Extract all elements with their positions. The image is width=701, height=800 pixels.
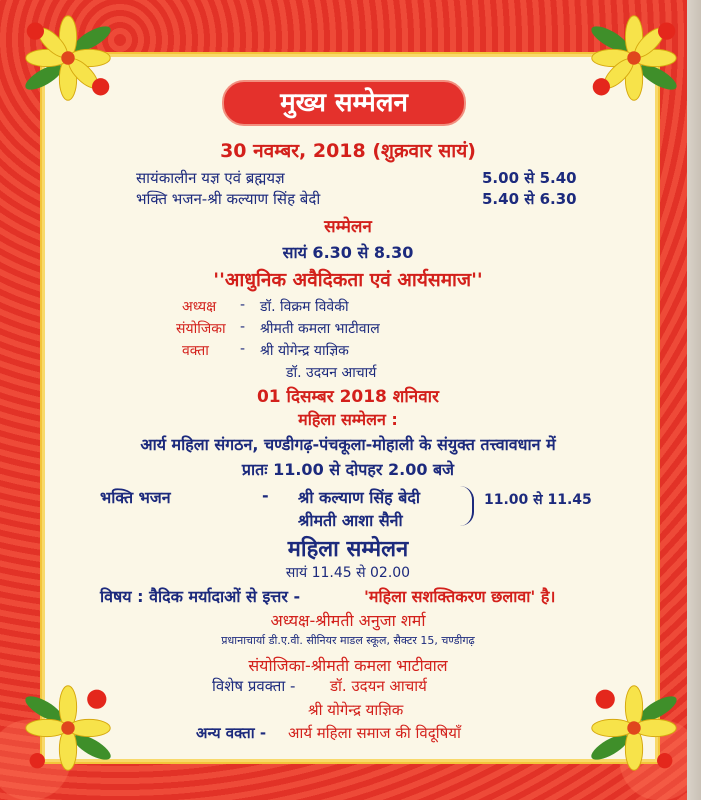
lily-flower-icon (20, 10, 116, 106)
special-speaker-label: विशेष प्रवक्ता - (212, 677, 296, 695)
role-dash: - (240, 297, 246, 313)
organizer-line: आर्य महिला संगठन, चण्डीगढ़-पंचकूला-मोहाली के संयुक्त तत्त्वावधान में (140, 435, 556, 454)
bhajan-label: भक्ति भजन (100, 488, 171, 507)
role-label: संयोजिका (176, 321, 226, 337)
role-name: श्रीमती कमला भाटीवाल (260, 321, 380, 337)
bhajan-singer: श्रीमती आशा सैनी (298, 511, 403, 530)
lily-flower-icon (20, 680, 116, 776)
day2-heading: महिला सम्मेलन : (298, 410, 398, 429)
page-title: मुख्य सम्मेलन (222, 80, 466, 126)
speaker-name: श्री योगेन्द्र याज्ञिक (308, 701, 404, 719)
session-heading: महिला सम्मेलन (287, 537, 409, 562)
schedule-time: 5.00 से 5.40 (482, 169, 577, 187)
extra-speaker: डॉ. उदयन आचार्य (286, 365, 377, 381)
bhajan-singer: श्री कल्याण सिंह बेदी (298, 488, 421, 507)
schedule-item: भक्ति भजन-श्री कल्याण सिंह बेदी (136, 190, 321, 208)
special-speaker-name: डॉ. उदयन आचार्य (330, 677, 427, 695)
schedule-time: 5.40 से 6.30 (482, 190, 577, 208)
subject-label: विषय : वैदिक मर्यादाओं से इत्तर - (100, 587, 301, 606)
role-name: डॉ. विक्रम विवेकी (260, 299, 349, 315)
chair-description: प्रधानाचार्या डी.ए.वी. सीनियर माडल स्कूल, सैक्टर 15, चण्डीगढ़ (221, 634, 475, 647)
session-time: सायं 11.45 से 02.00 (285, 565, 411, 581)
other-speakers-label: अन्य वक्ता - (196, 724, 267, 742)
role-label: वक्ता (182, 343, 209, 359)
role-dash: - (240, 341, 246, 357)
session-heading: सम्मेलन (324, 217, 372, 237)
schedule-item: सायंकालीन यज्ञ एवं ब्रह्मयज्ञ (136, 169, 285, 187)
lily-flower-icon (586, 10, 682, 106)
bhajan-dash: - (262, 486, 269, 505)
bhajan-time: 11.00 से 11.45 (484, 492, 592, 508)
convener: संयोजिका-श्रीमती कमला भाटीवाल (248, 656, 448, 675)
time-range: प्रातः 11.00 से दोपहर 2.00 बजे (241, 460, 455, 479)
role-name: श्री योगेन्द्र याज्ञिक (260, 343, 349, 359)
session-topic: ''आधुनिक अवैदिकता एवं आर्यसमाज'' (213, 269, 483, 291)
session-time: सायं 6.30 से 8.30 (282, 243, 414, 262)
lily-flower-icon (586, 680, 682, 776)
page-edge (687, 0, 701, 800)
other-speakers: आर्य महिला समाज की विदूषियाँ (288, 724, 461, 742)
chair: अध्यक्ष-श्रीमती अनुजा शर्मा (270, 611, 426, 630)
subject-title: 'महिला सशक्तिकरण छलावा' है। (364, 587, 556, 606)
day2-date: 01 दिसम्बर 2018 शनिवार (256, 387, 440, 407)
role-label: अध्यक्ष (182, 299, 217, 315)
role-dash: - (240, 319, 246, 335)
day1-date: 30 नवम्बर, 2018 (शुक्रवार सायं) (220, 140, 476, 162)
